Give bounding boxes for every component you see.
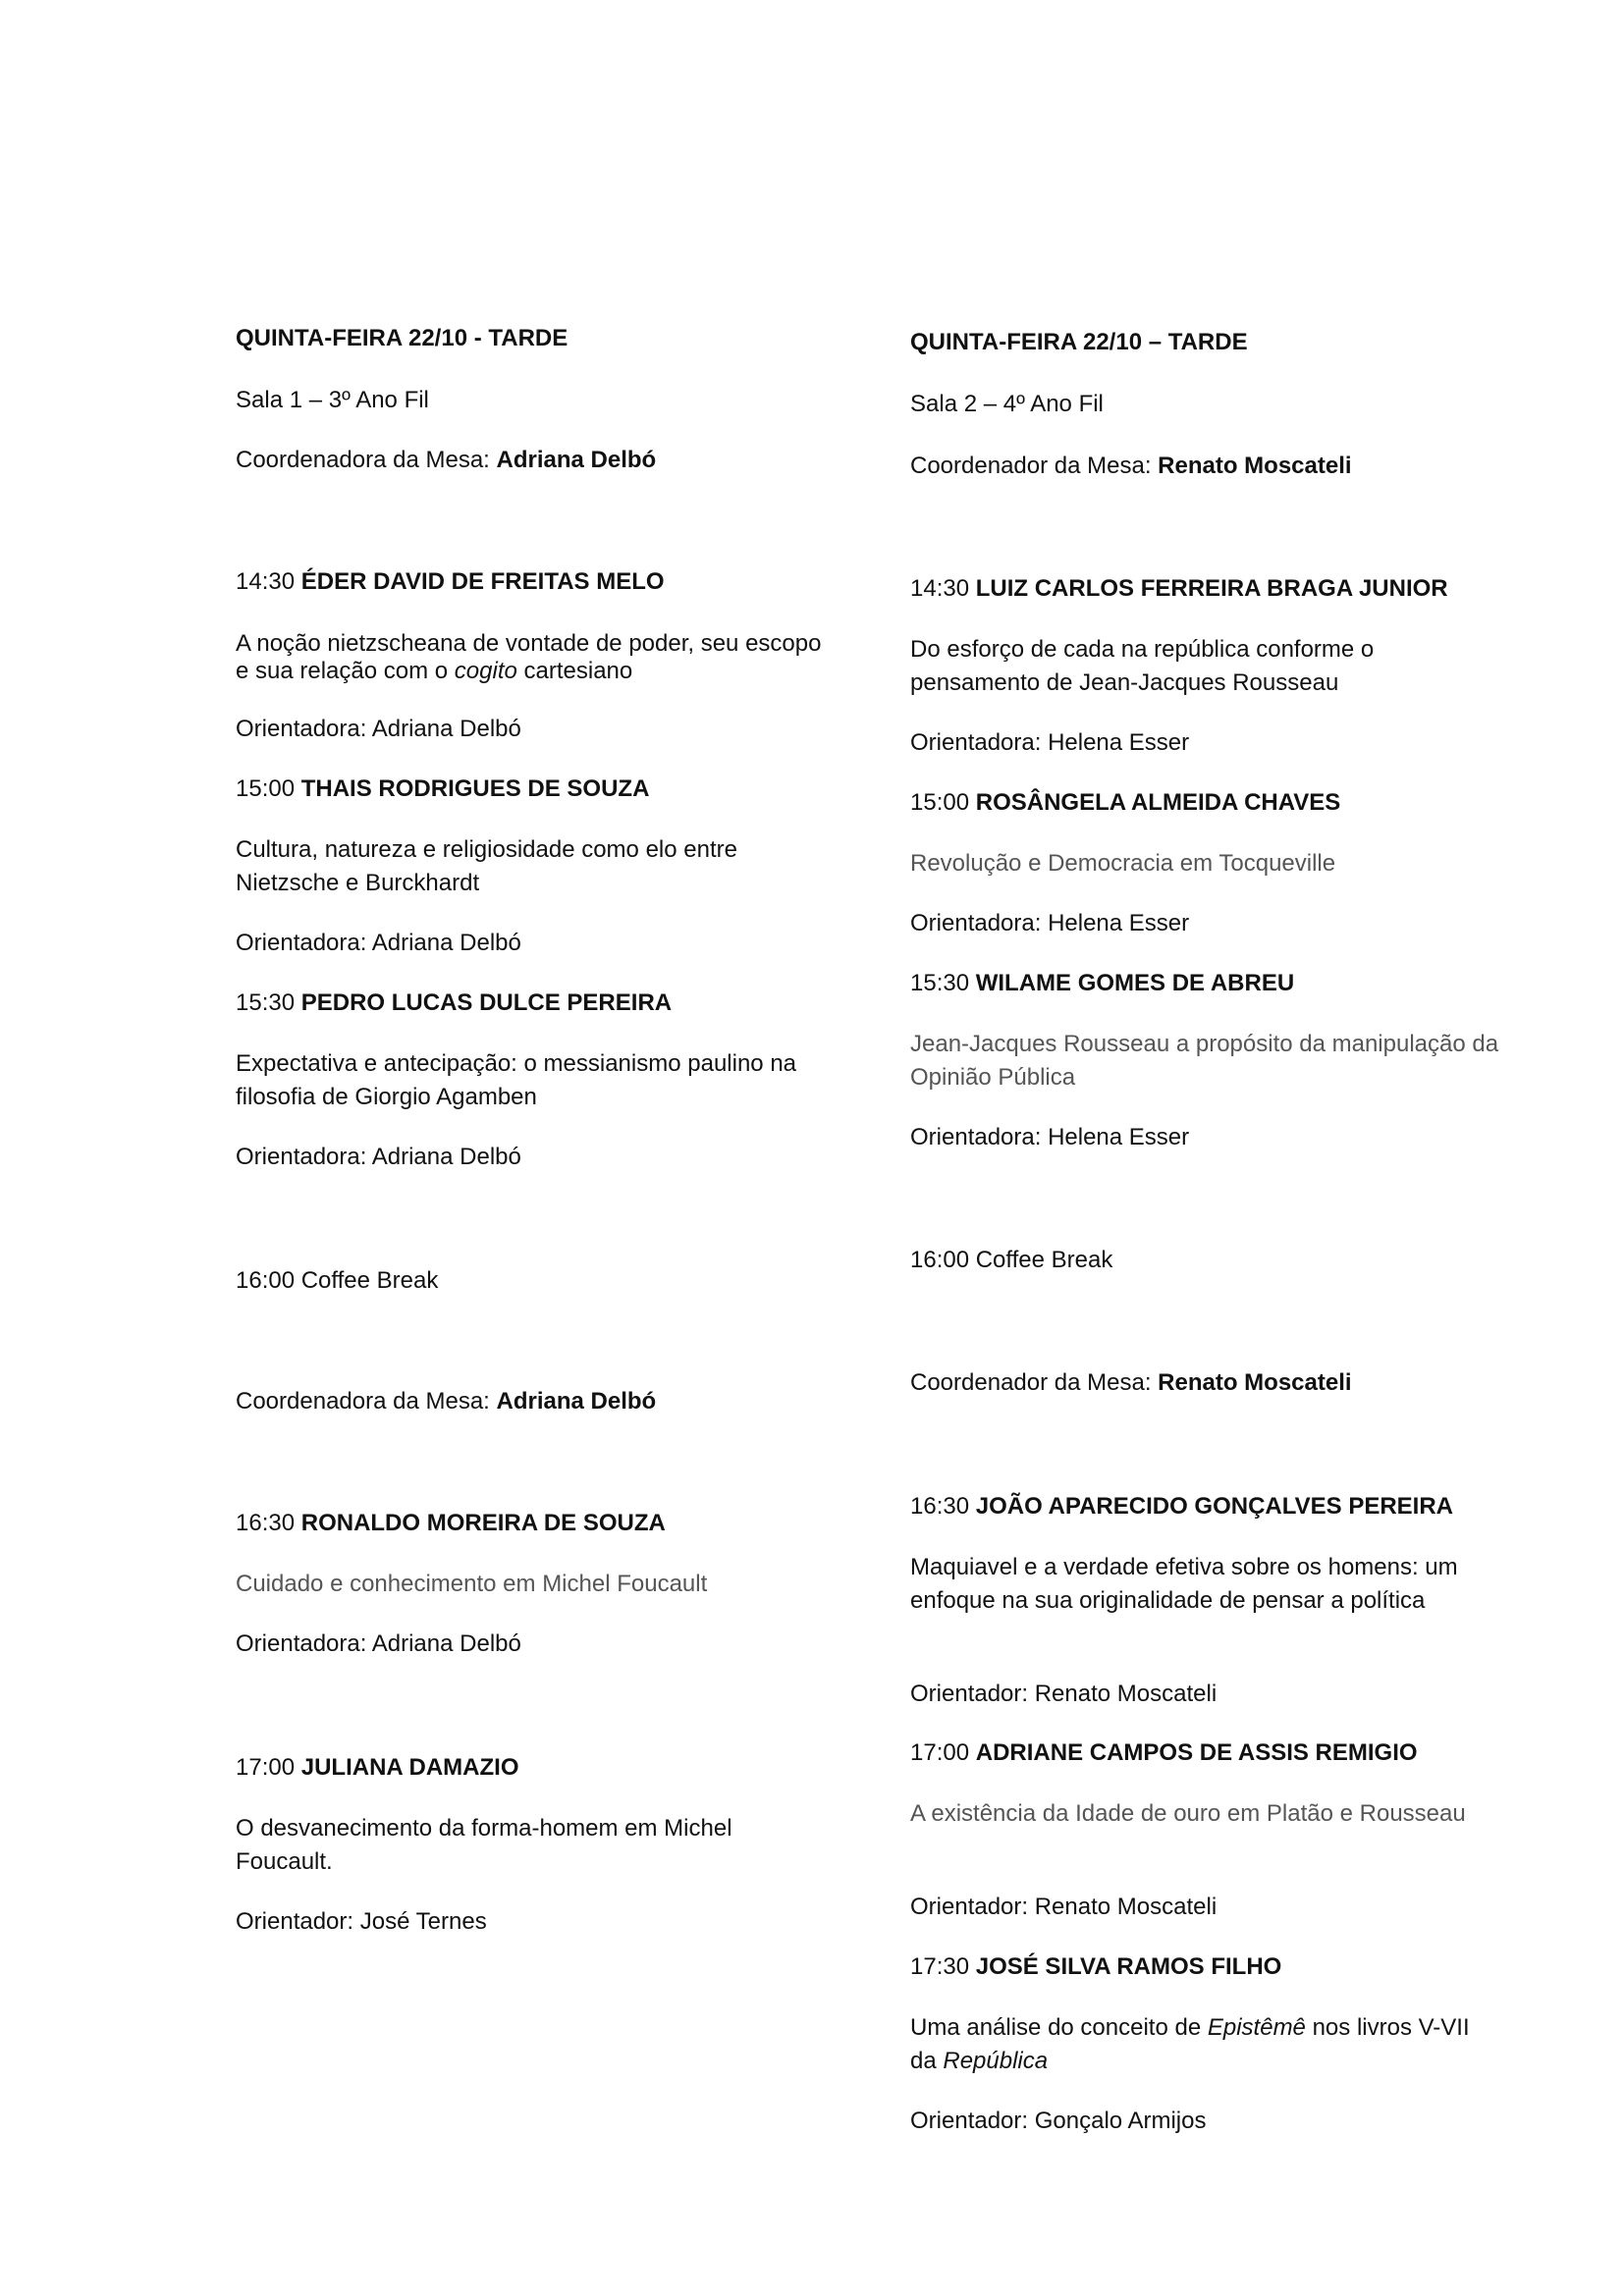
right-talk-6-advisor: Orientador: Gonçalo Armijos — [910, 2108, 1207, 2134]
left-talk-5-speaker: 17:00 JULIANA DAMAZIO — [236, 1754, 519, 1781]
right-talk-4-speaker: 16:30 JOÃO APARECIDO GONÇALVES PEREIRA — [910, 1493, 1454, 1520]
right-talk-1-title: Do esforço de cada na república conforme o pensamento de Jean-Jacques Rousseau — [910, 636, 1375, 696]
left-talk-3-title: Expectativa e antecipação: o messianismo paulino na filosofia de Giorgio Agamben — [236, 1050, 797, 1110]
right-talk-3-advisor: Orientadora: Helena Esser — [910, 1124, 1190, 1150]
left-talk-2-speaker: 15:00 THAIS RODRIGUES DE SOUZA — [236, 775, 650, 802]
right-talk-1-speaker: 14:30 LUIZ CARLOS FERREIRA BRAGA JUNIOR — [910, 575, 1448, 602]
right-talk-5-speaker: 17:00 ADRIANE CAMPOS DE ASSIS REMIGIO — [910, 1739, 1418, 1766]
left-room: Sala 1 – 3º Ano Fil — [236, 387, 429, 413]
left-talk-4-title: Cuidado e conhecimento em Michel Foucault — [236, 1571, 708, 1597]
left-talk-2-title: Cultura, natureza e religiosidade como elo entre Nietzsche e Burckhardt — [236, 836, 737, 896]
right-talk-2-speaker: 15:00 ROSÂNGELA ALMEIDA CHAVES — [910, 789, 1341, 816]
left-talk-3-advisor: Orientadora: Adriana Delbó — [236, 1144, 521, 1170]
left-talk-4-speaker: 16:30 RONALDO MOREIRA DE SOUZA — [236, 1510, 666, 1536]
right-talk-3-speaker: 15:30 WILAME GOMES DE ABREU — [910, 970, 1295, 996]
right-room: Sala 2 – 4º Ano Fil — [910, 391, 1104, 417]
right-talk-6-speaker: 17:30 JOSÉ SILVA RAMOS FILHO — [910, 1953, 1282, 1980]
left-talk-2-advisor: Orientadora: Adriana Delbó — [236, 930, 521, 956]
right-talk-5-title: A existência da Idade de ouro em Platão e Rousseau — [910, 1800, 1466, 1827]
left-coordinator-2: Coordenadora da Mesa: Adriana Delbó — [236, 1388, 657, 1415]
right-talk-2-advisor: Orientadora: Helena Esser — [910, 910, 1190, 936]
left-talk-5-title: O desvanecimento da forma-homem em Michel Foucault. — [236, 1815, 732, 1875]
left-talk-5-advisor: Orientador: José Ternes — [236, 1908, 487, 1935]
left-talk-1-advisor: Orientadora: Adriana Delbó — [236, 716, 521, 742]
right-coffee-break: 16:00 Coffee Break — [910, 1247, 1113, 1273]
right-talk-3-title: Jean-Jacques Rousseau a propósito da manipulação da Opinião Pública — [910, 1031, 1499, 1091]
right-coordinator-1: Coordenador da Mesa: Renato Moscateli — [910, 453, 1352, 479]
left-talk-1-title: A noção nietzscheana de vontade de poder, seu escopo e sua relação com o cogito cartesiano — [236, 630, 822, 684]
right-talk-4-title: Maquiavel e a verdade efetiva sobre os homens: um enfoque na sua originalidade de pensar a política — [910, 1554, 1458, 1614]
left-coffee-break: 16:00 Coffee Break — [236, 1267, 439, 1294]
left-day-heading: QUINTA-FEIRA 22/10 - TARDE — [236, 325, 568, 351]
right-talk-1-advisor: Orientadora: Helena Esser — [910, 729, 1190, 756]
right-coordinator-2: Coordenador da Mesa: Renato Moscateli — [910, 1369, 1352, 1396]
left-coordinator-1: Coordenadora da Mesa: Adriana Delbó — [236, 447, 657, 473]
right-day-heading: QUINTA-FEIRA 22/10 – TARDE — [910, 329, 1248, 355]
left-talk-3-speaker: 15:30 PEDRO LUCAS DULCE PEREIRA — [236, 989, 673, 1016]
right-talk-2-title: Revolução e Democracia em Tocqueville — [910, 850, 1336, 877]
right-talk-5-advisor: Orientador: Renato Moscateli — [910, 1894, 1218, 1920]
right-talk-6-title: Uma análise do conceito de Epistêmê nos livros V-VII da República — [910, 2014, 1470, 2074]
right-talk-4-advisor: Orientador: Renato Moscateli — [910, 1681, 1218, 1707]
left-talk-1-speaker: 14:30 ÉDER DAVID DE FREITAS MELO — [236, 568, 665, 595]
left-talk-4-advisor: Orientadora: Adriana Delbó — [236, 1630, 521, 1657]
